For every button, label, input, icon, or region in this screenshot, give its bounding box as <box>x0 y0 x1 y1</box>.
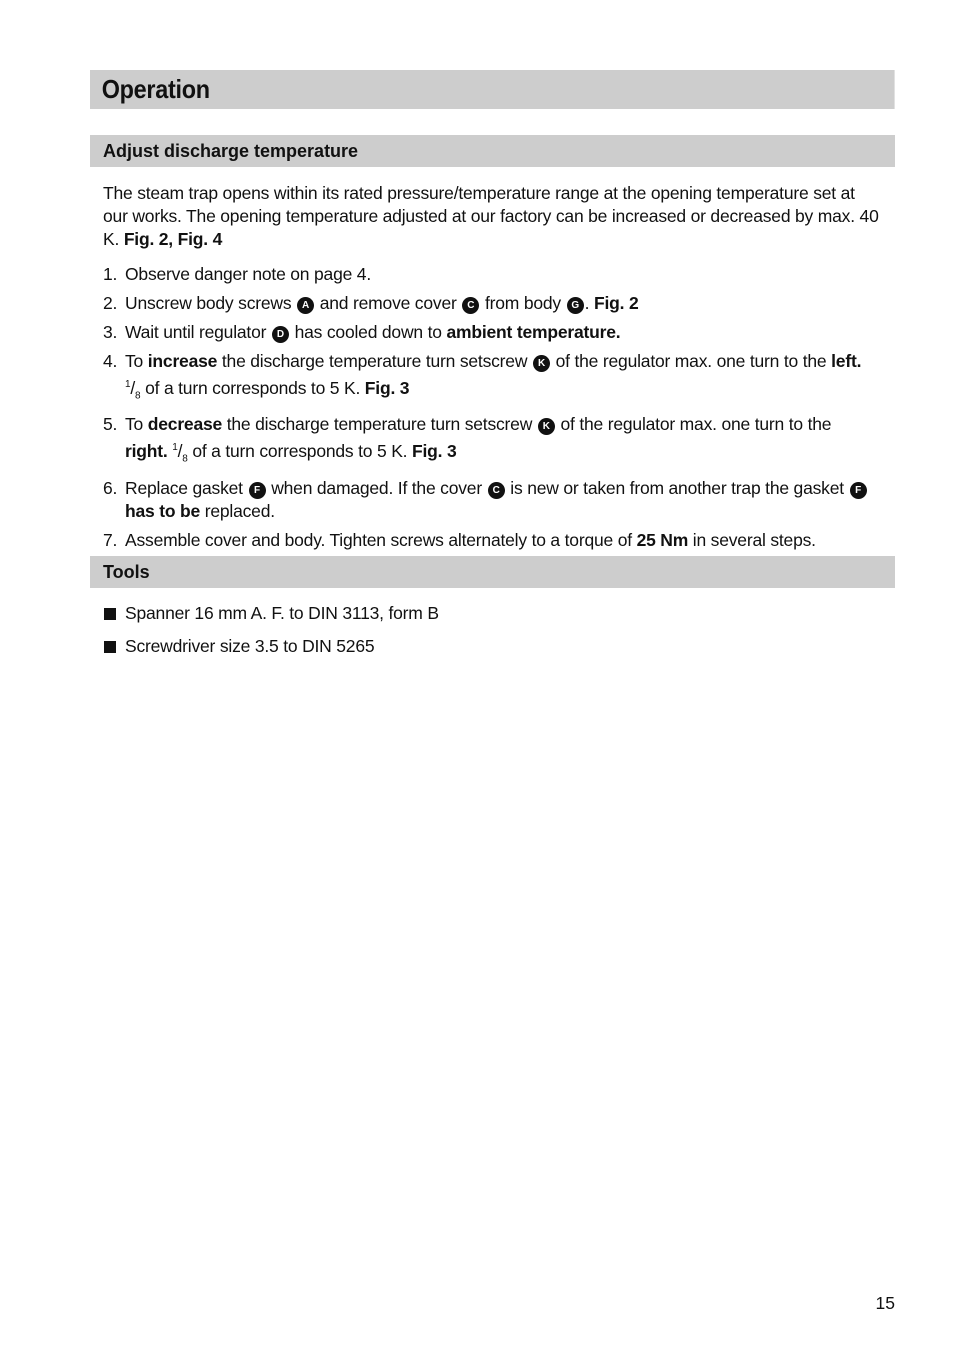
step-text: the discharge temperature turn setscrew <box>226 414 533 435</box>
intro-figure-ref: Fig. 2, Fig. 4 <box>123 229 223 249</box>
step-text: Assemble cover and body. Tighten screws alternately to a torque of <box>125 529 632 550</box>
step-text: of a turn corresponds to 5 K. <box>145 377 361 398</box>
step-text: . <box>584 293 590 313</box>
step-item <box>103 263 893 286</box>
figure-ref: Fig. 2 <box>593 293 639 313</box>
step-number: 1. <box>103 264 118 284</box>
step-text: of the regulator max. one turn to the <box>560 414 832 435</box>
section-title-bar <box>90 70 895 109</box>
step-text: is new or taken from another trap the gasket <box>510 477 844 498</box>
part-marker-icon: A <box>297 297 314 314</box>
subsection-title-bar-adjust <box>90 135 895 167</box>
step-text: To <box>125 351 144 371</box>
step-text: replaced. <box>204 500 275 521</box>
step-text: Unscrew body screws <box>125 293 292 313</box>
subsection-title-bar-tools <box>90 556 895 588</box>
steps-list <box>103 263 893 558</box>
step-text: of the regulator max. one turn to the <box>555 351 827 371</box>
step-text: the discharge temperature turn setscrew <box>221 351 528 371</box>
step-item <box>103 413 893 470</box>
part-marker-icon: K <box>533 355 550 372</box>
tools-list <box>103 602 803 668</box>
list-item <box>103 635 803 658</box>
fraction-denominator: 8 <box>135 390 141 402</box>
fraction-numerator: 1 <box>172 442 178 454</box>
figure-ref: Fig. 3 <box>412 441 457 462</box>
section-title: Operation <box>101 74 210 104</box>
figure-ref: Fig. 3 <box>364 377 410 398</box>
step-text: when damaged. If the cover <box>271 477 482 498</box>
step-text: from body <box>484 293 561 313</box>
step-emphasis: has to be <box>125 500 201 521</box>
part-marker-icon: D <box>272 326 289 343</box>
step-emphasis: ambient temperature. <box>446 322 621 342</box>
step-number: 2. <box>103 293 118 313</box>
part-marker-icon: G <box>567 297 584 314</box>
fraction-numerator: 1 <box>125 379 131 390</box>
tool-text: Spanner 16 mm A. F. to DIN 3113, form B <box>125 603 439 623</box>
step-item <box>103 321 893 344</box>
fraction: $^1/_8$ <box>125 377 141 402</box>
page-number: 15 <box>875 1293 895 1313</box>
step-emphasis: right. <box>125 441 168 462</box>
subsection-title-tools: Tools <box>103 562 150 582</box>
step-item <box>103 529 893 552</box>
step-text: Replace gasket <box>125 477 243 498</box>
step-item <box>103 350 893 407</box>
bullet-square-icon <box>104 641 116 653</box>
part-marker-icon: F <box>249 482 266 499</box>
part-marker-icon: C <box>462 297 479 314</box>
step-text: of a turn corresponds to 5 K. <box>192 441 408 462</box>
step-emphasis: decrease <box>147 414 223 435</box>
subsection-title-adjust: Adjust discharge temperature <box>103 141 359 161</box>
fraction: $^1/_8$ <box>172 441 188 465</box>
fraction-denominator: 8 <box>182 453 188 465</box>
step-emphasis: 25 Nm <box>636 529 689 550</box>
step-number: 4. <box>103 351 118 371</box>
step-number: 6. <box>103 477 118 498</box>
step-text: and remove cover <box>319 293 457 313</box>
step-number: 7. <box>103 529 118 550</box>
step-item <box>103 477 893 523</box>
step-emphasis: left. <box>831 351 862 371</box>
tool-text: Screwdriver size 3.5 to DIN 5265 <box>125 636 375 656</box>
bullet-square-icon <box>104 608 116 620</box>
intro-text: The steam trap opens within its rated pressure/temperature range at the opening temperature set at our works. The opening temperature adjusted at our factory can be increased or decreased by max. 40 K. <box>103 183 879 249</box>
step-text: To <box>125 414 144 435</box>
list-item <box>103 602 803 625</box>
intro-paragraph <box>103 182 883 251</box>
step-emphasis: increase <box>147 351 218 371</box>
part-marker-icon: K <box>538 418 555 435</box>
step-item <box>103 292 893 315</box>
step-text: in several steps. <box>692 529 816 550</box>
part-marker-icon: F <box>850 482 867 499</box>
step-text: has cooled down to <box>294 322 442 342</box>
step-number: 3. <box>103 322 118 342</box>
step-text: Wait until regulator <box>125 322 267 342</box>
step-number: 5. <box>103 414 118 435</box>
step-text: Observe danger note on page 4. <box>125 264 371 284</box>
part-marker-icon: C <box>488 482 505 499</box>
